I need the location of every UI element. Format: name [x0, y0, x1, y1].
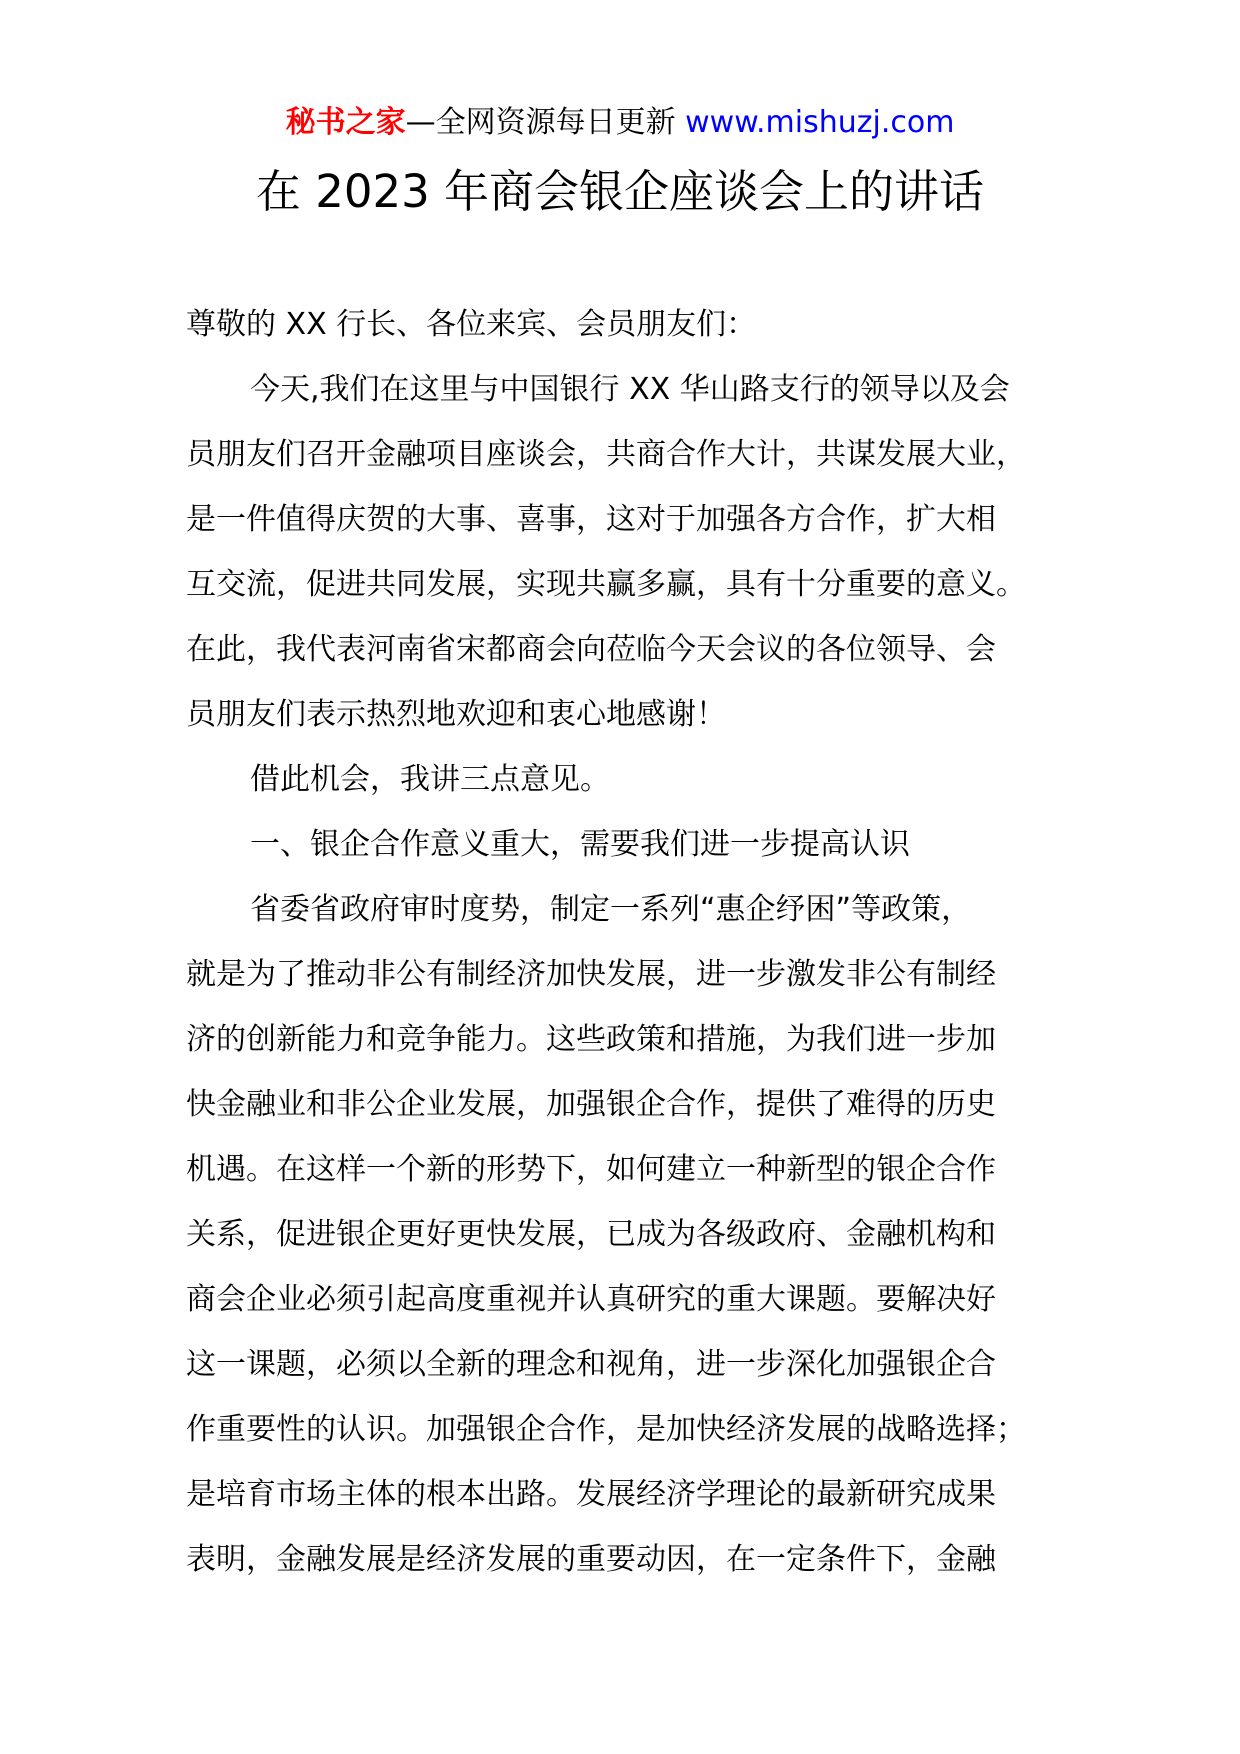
- paragraph-line: 借此机会，我讲三点意见。: [250, 762, 610, 797]
- paragraph-line: 商会企业必须引起高度重视并认真研究的重大课题。要解决好: [186, 1282, 996, 1317]
- header-tagline: —全网资源每日更新: [405, 105, 686, 140]
- paragraph-line: 互交流，促进共同发展，实现共赢多赢，具有十分重要的意义。: [186, 567, 1026, 602]
- paragraph-line: 关系，促进银企更好更快发展，已成为各级政府、金融机构和: [186, 1217, 996, 1252]
- paragraph-line: 是一件值得庆贺的大事、喜事，这对于加强各方合作，扩大相: [186, 502, 996, 537]
- section-heading: 一、银企合作意义重大，需要我们进一步提高认识: [250, 827, 910, 862]
- paragraph-line: 是培育市场主体的根本出路。发展经济学理论的最新研究成果: [186, 1477, 996, 1512]
- paragraph-line: 员朋友们召开金融项目座谈会，共商合作大计，共谋发展大业，: [186, 437, 1026, 472]
- website-link[interactable]: www.mishuzj.com: [685, 105, 955, 140]
- brand-name: 秘书之家: [285, 105, 406, 140]
- paragraph-line: 省委省政府审时度势，制定一系列“惠企纾困”等政策，: [250, 892, 972, 927]
- paragraph-line: 快金融业和非公企业发展，加强银企合作，提供了难得的历史: [186, 1087, 996, 1122]
- paragraph-line: 在此，我代表河南省宋都商会向莅临今天会议的各位领导、会: [186, 632, 996, 667]
- document-body: [186, 292, 1086, 1592]
- document-title: 在 2023 年商会银企座谈会上的讲话: [255, 165, 985, 218]
- site-header: [0, 101, 1240, 145]
- paragraph-line: 济的创新能力和竞争能力。这些政策和措施，为我们进一步加: [186, 1022, 996, 1057]
- salutation-line: 尊敬的 XX 行长、各位来宾、会员朋友们：: [186, 307, 757, 342]
- paragraph-line: 员朋友们表示热烈地欢迎和衷心地感谢！: [186, 697, 726, 732]
- paragraph-line: 就是为了推动非公有制经济加快发展，进一步激发非公有制经: [186, 957, 996, 992]
- paragraph-line: 今天,我们在这里与中国银行 XX 华山路支行的领导以及会: [250, 372, 1010, 407]
- paragraph-line: 机遇。在这样一个新的形势下，如何建立一种新型的银企合作: [186, 1152, 996, 1187]
- paragraph-line: 表明，金融发展是经济发展的重要动因，在一定条件下，金融: [186, 1542, 996, 1577]
- paragraph-line: 这一课题，必须以全新的理念和视角，进一步深化加强银企合: [186, 1347, 996, 1382]
- paragraph-line: 作重要性的认识。加强银企合作，是加快经济发展的战略选择；: [186, 1412, 1026, 1447]
